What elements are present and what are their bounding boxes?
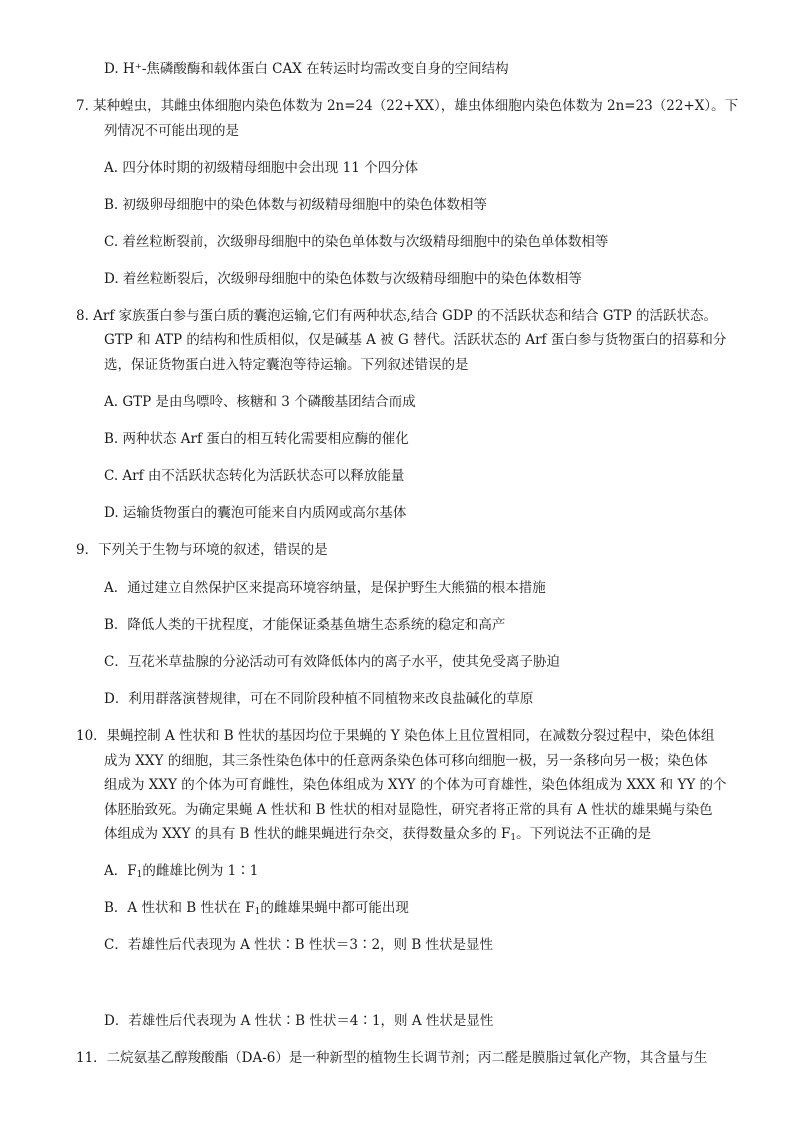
q9-option-c: C．互花米草盐腺的分泌活动可有效降低体内的离子水平，使其免受离子胁迫 [104, 654, 560, 670]
q8-option-c: C. Arf 由不活跃状态转化为活跃状态可以释放能量 [104, 468, 405, 484]
q10-stem-line-5: 体组成为 XXY 的具有 B 性状的雌果蝇进行杂交，获得数量众多的 $F_1$。下列说法不正确的是 [104, 826, 652, 843]
q7-stem-line-1: 7. 某种蝗虫，其雌虫体细胞内染色体数为 2n=24（22+XX），雄虫体细胞内染色体数为 2n=23（22+X）。下 [76, 98, 739, 114]
q9-option-b: B．降低人类的干扰程度，才能保证桑基鱼塘生态系统的稳定和高产 [104, 617, 506, 633]
q8-stem-line-1: 8. Arf 家族蛋白参与蛋白质的囊泡运输,它们有两种状态,结合 GDP 的不活跃状态和结合 GTP 的活跃状态。 [76, 308, 717, 324]
q11-stem-line-1: 11．二烷氨基乙醇羧酸酯（DA-6）是一种新型的植物生长调节剂；丙二醛是膜脂过氧化产物，其含量与生 [76, 1050, 708, 1066]
q8-option-d: D. 运输货物蛋白的囊泡可能来自内质网或高尔基体 [104, 505, 407, 521]
q8-option-b: B. 两种状态 Arf 蛋白的相互转化需要相应酶的催化 [104, 431, 409, 447]
q10-option-c: C．若雄性后代表现为 A 性状∶B 性状＝3∶2，则 B 性状是显性 [104, 937, 494, 953]
q10-stem-line-2: 成为 XXY 的细胞，其三条性染色体中的任意两条染色体可移向细胞一极，另一条移向另一极；染色体 [104, 753, 708, 769]
q10-stem-line-4: 体胚胎致死。为确定果蝇 A 性状和 B 性状的相对显隐性，研究者将正常的具有 A 性状的雄果蝇与染色 [104, 802, 713, 818]
q10-stem-line-3: 组成为 XXY 的个体为可育雌性，染色体组成为 XYY 的个体为可育雄性，染色体组成为 XXX 和 YY 的个 [104, 777, 727, 793]
q7-option-a: A. 四分体时期的初级精母细胞中会出现 11 个四分体 [104, 160, 419, 176]
q7-option-c: C. 着丝粒断裂前，次级卵母细胞中的染色单体数与次级精母细胞中的染色单体数相等 [104, 234, 609, 250]
q9-stem: 9．下列关于生物与环境的叙述，错误的是 [76, 542, 328, 558]
q10-stem-line-1: 10．果蝇控制 A 性状和 B 性状的基因均位于果蝇的 Y 染色体上且位置相同，在减数分裂过程中，染色体组 [76, 728, 715, 744]
q8-stem-line-3: 选，保证货物蛋白进入特定囊泡等待运输。下列叙述错误的是 [104, 357, 469, 373]
q7-option-d: D. 着丝粒断裂后，次级卵母细胞中的染色体数与次级精母细胞中的染色体数相等 [104, 271, 582, 287]
q9-option-a: A．通过建立自然保护区来提高环境容纳量，是保护野生大熊猫的根本措施 [104, 580, 546, 596]
q10-option-d: D．若雄性后代表现为 A 性状∶B 性状＝4∶1，则 A 性状是显性 [104, 1013, 494, 1029]
q10-option-a: A．$F_1$的雌雄比例为 1∶1 [104, 863, 259, 880]
q7-option-b: B. 初级卵母细胞中的染色体数与初级精母细胞中的染色体数相等 [104, 197, 488, 213]
q10-option-b: B．A 性状和 B 性状在 $F_1$的雌雄果蝇中都可能出现 [104, 900, 409, 917]
prev-option-d: D. H⁺-焦磷酸酶和载体蛋白 CAX 在转运时均需改变自身的空间结构 [104, 61, 509, 77]
q8-option-a: A. GTP 是由鸟嘌呤、核糖和 3 个磷酸基团结合而成 [104, 394, 416, 410]
q8-stem-line-2: GTP 和 ATP 的结构和性质相似，仅是碱基 A 被 G 替代。活跃状态的 Arf 蛋白参与货物蛋白的招募和分 [104, 332, 727, 348]
q9-option-d: D．利用群落演替规律，可在不同阶段种植不同植物来改良盐碱化的草原 [104, 691, 534, 707]
q7-stem-line-2: 列情况不可能出现的是 [104, 123, 239, 139]
